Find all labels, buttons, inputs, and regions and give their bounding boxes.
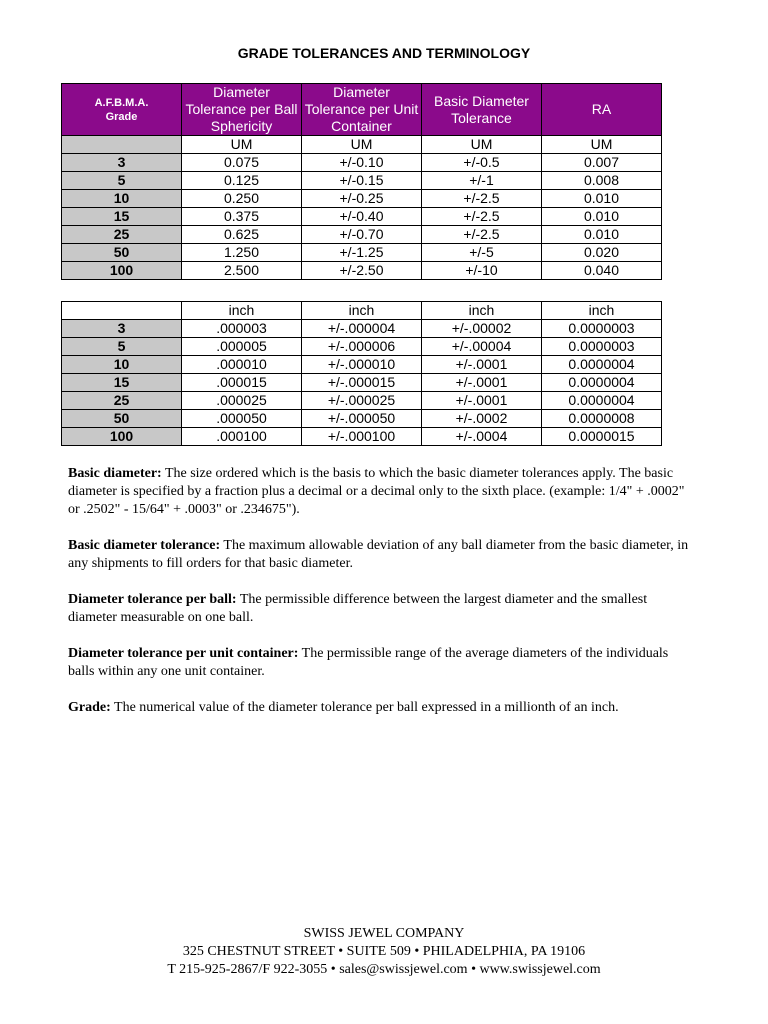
value-cell: +/-.00002 [422, 320, 542, 338]
grade-cell: 10 [62, 190, 182, 208]
value-cell: 0.0000015 [542, 428, 662, 446]
value-cell: .000025 [182, 392, 302, 410]
definition-term: Diameter tolerance per ball: [68, 592, 237, 607]
value-cell: +/-.000006 [302, 338, 422, 356]
grade-cell: 50 [62, 410, 182, 428]
value-cell: +/-.0001 [422, 374, 542, 392]
definition-diameter-tolerance-per-ball [68, 591, 698, 627]
value-cell: +/-.0004 [422, 428, 542, 446]
table-row [62, 320, 662, 338]
value-cell: +/-0.25 [302, 190, 422, 208]
definition-text: The numerical value of the diameter tolerance per ball expressed in a millionth of an inch. [110, 700, 619, 715]
value-cell: +/-10 [422, 262, 542, 280]
unit-cell: UM [182, 136, 302, 154]
value-cell: 0.0000004 [542, 374, 662, 392]
value-cell: +/-5 [422, 244, 542, 262]
grade-cell: 5 [62, 338, 182, 356]
value-cell: 0.0000003 [542, 338, 662, 356]
value-cell: +/-.0001 [422, 356, 542, 374]
table-row [62, 356, 662, 374]
value-cell: +/-.0001 [422, 392, 542, 410]
table-row [62, 172, 662, 190]
grade-cell: 15 [62, 208, 182, 226]
definition-term: Basic diameter tolerance: [68, 538, 221, 553]
value-cell: +/-.000004 [302, 320, 422, 338]
grade-cell: 50 [62, 244, 182, 262]
blank-cell [62, 302, 182, 320]
definition-basic-diameter-tolerance [68, 537, 698, 573]
table-row [62, 190, 662, 208]
value-cell: .000010 [182, 356, 302, 374]
table-row [62, 392, 662, 410]
value-cell: +/-0.70 [302, 226, 422, 244]
value-cell: 0.008 [542, 172, 662, 190]
definition-text: The maximum allowable deviation of any ball diameter from the basic diameter, in any shipments to fill orders for that basic diameter. [68, 538, 689, 571]
value-cell: 0.010 [542, 190, 662, 208]
table-row [62, 208, 662, 226]
unit-cell: inch [542, 302, 662, 320]
definition-diameter-tolerance-per-unit-container [68, 645, 698, 681]
grade-cell: 100 [62, 262, 182, 280]
table-row [62, 428, 662, 446]
grade-cell: 25 [62, 226, 182, 244]
value-cell: .000015 [182, 374, 302, 392]
unit-cell: UM [302, 136, 422, 154]
definitions [68, 465, 698, 735]
table-row [62, 244, 662, 262]
value-cell: 0.625 [182, 226, 302, 244]
unit-cell: inch [182, 302, 302, 320]
grade-cell: 3 [62, 154, 182, 172]
unit-cell: inch [302, 302, 422, 320]
value-cell: 1.250 [182, 244, 302, 262]
value-cell: .000005 [182, 338, 302, 356]
grade-cell: 100 [62, 428, 182, 446]
metric-tolerance-table [61, 83, 662, 280]
value-cell: +/-.0002 [422, 410, 542, 428]
value-cell: .000100 [182, 428, 302, 446]
footer [0, 925, 768, 979]
value-cell: 0.020 [542, 244, 662, 262]
definition-text: The permissible difference between the largest diameter and the smallest diameter measurable on one ball. [68, 592, 648, 625]
inch-tolerance-table [61, 301, 662, 446]
blank-cell [62, 136, 182, 154]
value-cell: 0.075 [182, 154, 302, 172]
value-cell: 0.375 [182, 208, 302, 226]
header-tolerance-per-unit-container: Diameter Tolerance per Unit Container [302, 84, 422, 136]
table-header-row [62, 84, 662, 136]
grade-cell: 3 [62, 320, 182, 338]
value-cell: 0.0000004 [542, 392, 662, 410]
header-basic-diameter-tolerance: Basic Diameter Tolerance [422, 84, 542, 136]
value-cell: 0.0000008 [542, 410, 662, 428]
footer-contact: T 215-925-2867/F 922-3055 • sales@swissjewel.com • www.swissjewel.com [167, 962, 601, 977]
value-cell: 2.500 [182, 262, 302, 280]
value-cell: .000050 [182, 410, 302, 428]
value-cell: +/-.000050 [302, 410, 422, 428]
definition-basic-diameter [68, 465, 698, 519]
value-cell: 0.250 [182, 190, 302, 208]
value-cell: +/-2.5 [422, 208, 542, 226]
value-cell: 0.125 [182, 172, 302, 190]
value-cell: .000003 [182, 320, 302, 338]
definition-term: Basic diameter: [68, 466, 162, 481]
value-cell: +/-0.15 [302, 172, 422, 190]
value-cell: 0.010 [542, 226, 662, 244]
table-row [62, 226, 662, 244]
value-cell: +/-.00004 [422, 338, 542, 356]
definition-grade [68, 699, 698, 717]
table-row [62, 410, 662, 428]
value-cell: +/-.000015 [302, 374, 422, 392]
value-cell: +/-2.5 [422, 190, 542, 208]
value-cell: 0.007 [542, 154, 662, 172]
value-cell: +/-0.40 [302, 208, 422, 226]
footer-company: SWISS JEWEL COMPANY [303, 926, 465, 941]
table-row [62, 338, 662, 356]
value-cell: +/-.000010 [302, 356, 422, 374]
table-row [62, 374, 662, 392]
header-ra: RA [542, 84, 662, 136]
value-cell: +/-1.25 [302, 244, 422, 262]
value-cell: +/-2.5 [422, 226, 542, 244]
table-row [62, 262, 662, 280]
grade-cell: 25 [62, 392, 182, 410]
value-cell: 0.010 [542, 208, 662, 226]
value-cell: +/-.000100 [302, 428, 422, 446]
value-cell: +/-2.50 [302, 262, 422, 280]
units-row [62, 302, 662, 320]
value-cell: +/-.000025 [302, 392, 422, 410]
grade-cell: 5 [62, 172, 182, 190]
header-grade: A.F.B.M.A. Grade [62, 84, 182, 136]
definition-text: The size ordered which is the basis to which the basic diameter tolerances apply. The basic diameter is specified by a fraction plus a decimal or a decimal only to the sixth place. (example: 1/4" + .0002" or .2502" - 15/64" + .0003" or .234675"). [68, 466, 685, 517]
definition-term: Grade: [68, 700, 111, 715]
page-title: GRADE TOLERANCES AND TERMINOLOGY [237, 45, 531, 61]
value-cell: 0.040 [542, 262, 662, 280]
value-cell: 0.0000003 [542, 320, 662, 338]
unit-cell: inch [422, 302, 542, 320]
value-cell: +/-1 [422, 172, 542, 190]
unit-cell: UM [542, 136, 662, 154]
grade-cell: 10 [62, 356, 182, 374]
unit-cell: UM [422, 136, 542, 154]
definition-term: Diameter tolerance per unit container: [68, 646, 299, 661]
definition-text: The permissible range of the average diameters of the individuals balls within any one unit container. [68, 646, 669, 679]
footer-address: 325 CHESTNUT STREET • SUITE 509 • PHILADELPHIA, PA 19106 [182, 944, 586, 959]
header-tolerance-per-ball: Diameter Tolerance per Ball Sphericity [182, 84, 302, 136]
table-row [62, 154, 662, 172]
units-row [62, 136, 662, 154]
value-cell: +/-0.5 [422, 154, 542, 172]
value-cell: 0.0000004 [542, 356, 662, 374]
grade-cell: 15 [62, 374, 182, 392]
value-cell: +/-0.10 [302, 154, 422, 172]
